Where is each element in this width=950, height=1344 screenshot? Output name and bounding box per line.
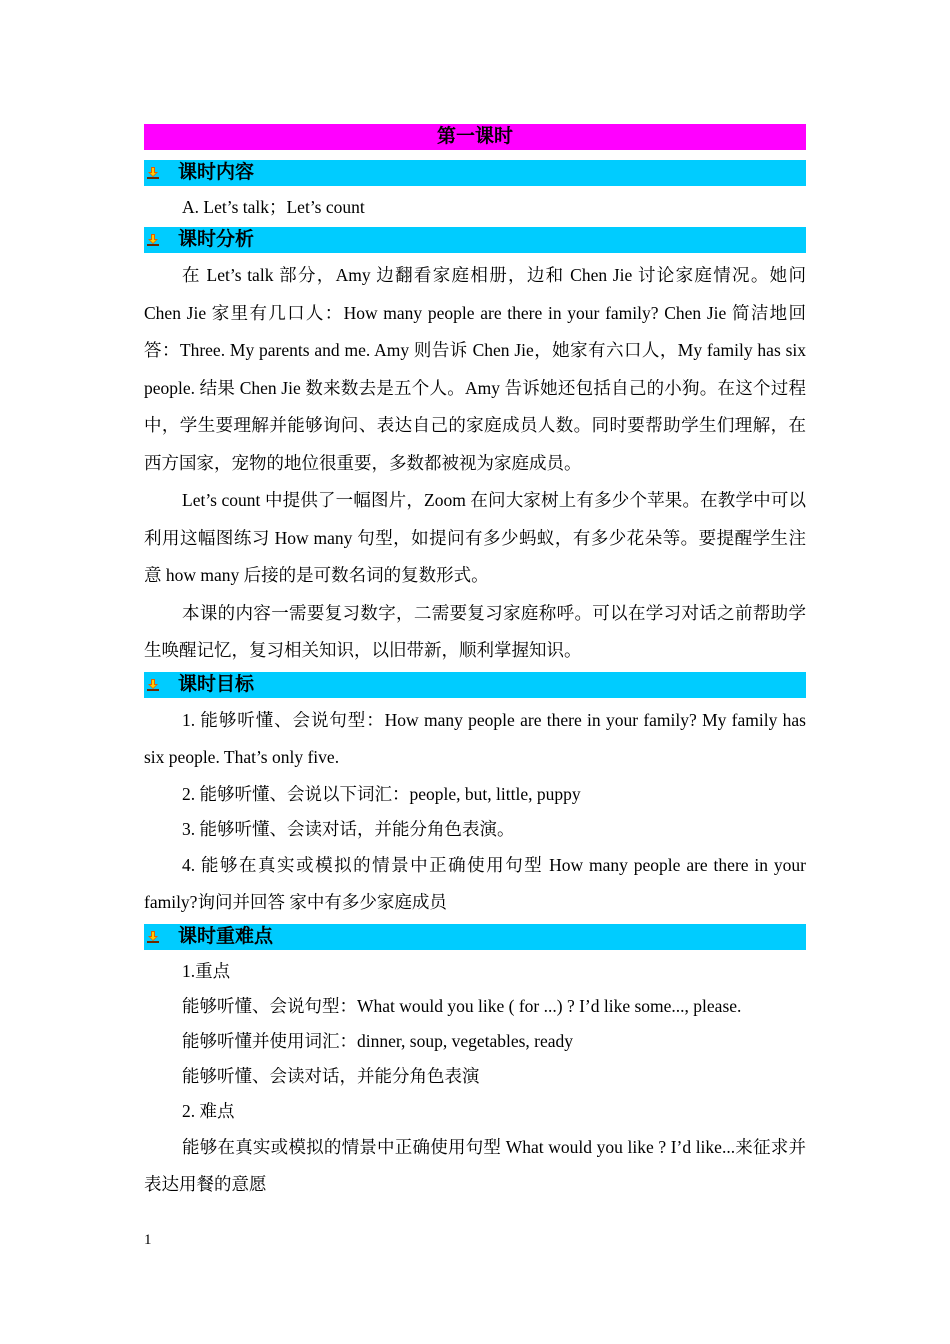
section-heading-objectives bbox=[144, 672, 806, 698]
paragraph: 能够听懂、会说句型：What would you like ( for ...) ? I’d like some..., please. bbox=[182, 995, 742, 1016]
document-page bbox=[144, 124, 806, 1204]
paragraph: 1.重点 bbox=[182, 960, 231, 981]
paragraph: 能够听懂并使用词汇：dinner, soup, vegetables, ready bbox=[182, 1030, 574, 1051]
section-heading-label: 课时内容 bbox=[178, 162, 255, 183]
paragraph: 能够听懂、会读对话，并能分角色表演 bbox=[182, 1065, 480, 1086]
paragraph: 4. 能够在真实或模拟的情景中正确使用句型 How many people are there in your family?询问并回答 家中有多少家庭成员 bbox=[144, 854, 806, 912]
paragraph: A. Let’s talk；Let’s count bbox=[182, 197, 365, 217]
paragraph: 3. 能够听懂、会读对话，并能分角色表演。 bbox=[182, 818, 515, 839]
paragraph: 1. 能够听懂、会说句型：How many people are there in your family? My family has six people. That’s only five. bbox=[144, 709, 806, 767]
down-arrow-bullet-icon bbox=[146, 233, 160, 247]
down-arrow-bullet-icon bbox=[146, 166, 160, 180]
down-arrow-bullet-icon bbox=[146, 930, 160, 944]
down-arrow-bullet-icon bbox=[146, 678, 160, 692]
section-heading-label: 课时重难点 bbox=[178, 925, 274, 947]
section-heading-analysis bbox=[144, 227, 806, 253]
lesson-title-bar: 第一课时 bbox=[144, 124, 806, 150]
section-heading-label: 课时目标 bbox=[178, 673, 255, 695]
paragraph: 本课的内容一需要复习数字，二需要复习家庭称呼。可以在学习对话之前帮助学生唤醒记忆，复习相关知识，以旧带新，顺利掌握知识。 bbox=[144, 602, 806, 660]
paragraph: 能够在真实或模拟的情景中正确使用句型 What would you like ? I’d like...来征求并表达用餐的意愿 bbox=[144, 1136, 806, 1194]
paragraph: 2. 能够听懂、会说以下词汇：people, but, little, puppy bbox=[182, 783, 581, 804]
section-heading-key-points bbox=[144, 924, 806, 950]
section-heading-label: 课时分析 bbox=[178, 229, 255, 250]
paragraph: Let’s count 中提供了一幅图片，Zoom 在问大家树上有多少个苹果。在教学中可以利用这幅图练习 How many 句型，如提问有多少蚂蚁，有多少花朵等。要提醒学生注意 how many 后接的是可数名词的复数形式。 bbox=[144, 490, 806, 585]
paragraph: 2. 难点 bbox=[182, 1100, 235, 1121]
section-heading-content bbox=[144, 160, 806, 186]
paragraph: 在 Let’s talk 部分，Amy 边翻看家庭相册，边和 Chen Jie 讨论家庭情况。她问 Chen Jie 家里有几口人：How many people are there in your family? Chen Jie 简洁地回答：Three. My parents and me. Amy 则告诉 Chen Jie，她家有六口人，My family has six people. 结果 Chen Jie 数来数去是五个人。Amy 告诉她还包括自己的小狗。在这个过程中，学生要理解并能够询问、表达自己的家庭成员人数。同时要帮助学生们理解，在西方国家，宠物的地位很重要，多数都被视为家庭成员。 bbox=[144, 265, 806, 473]
page-number: 1 bbox=[144, 1232, 152, 1248]
